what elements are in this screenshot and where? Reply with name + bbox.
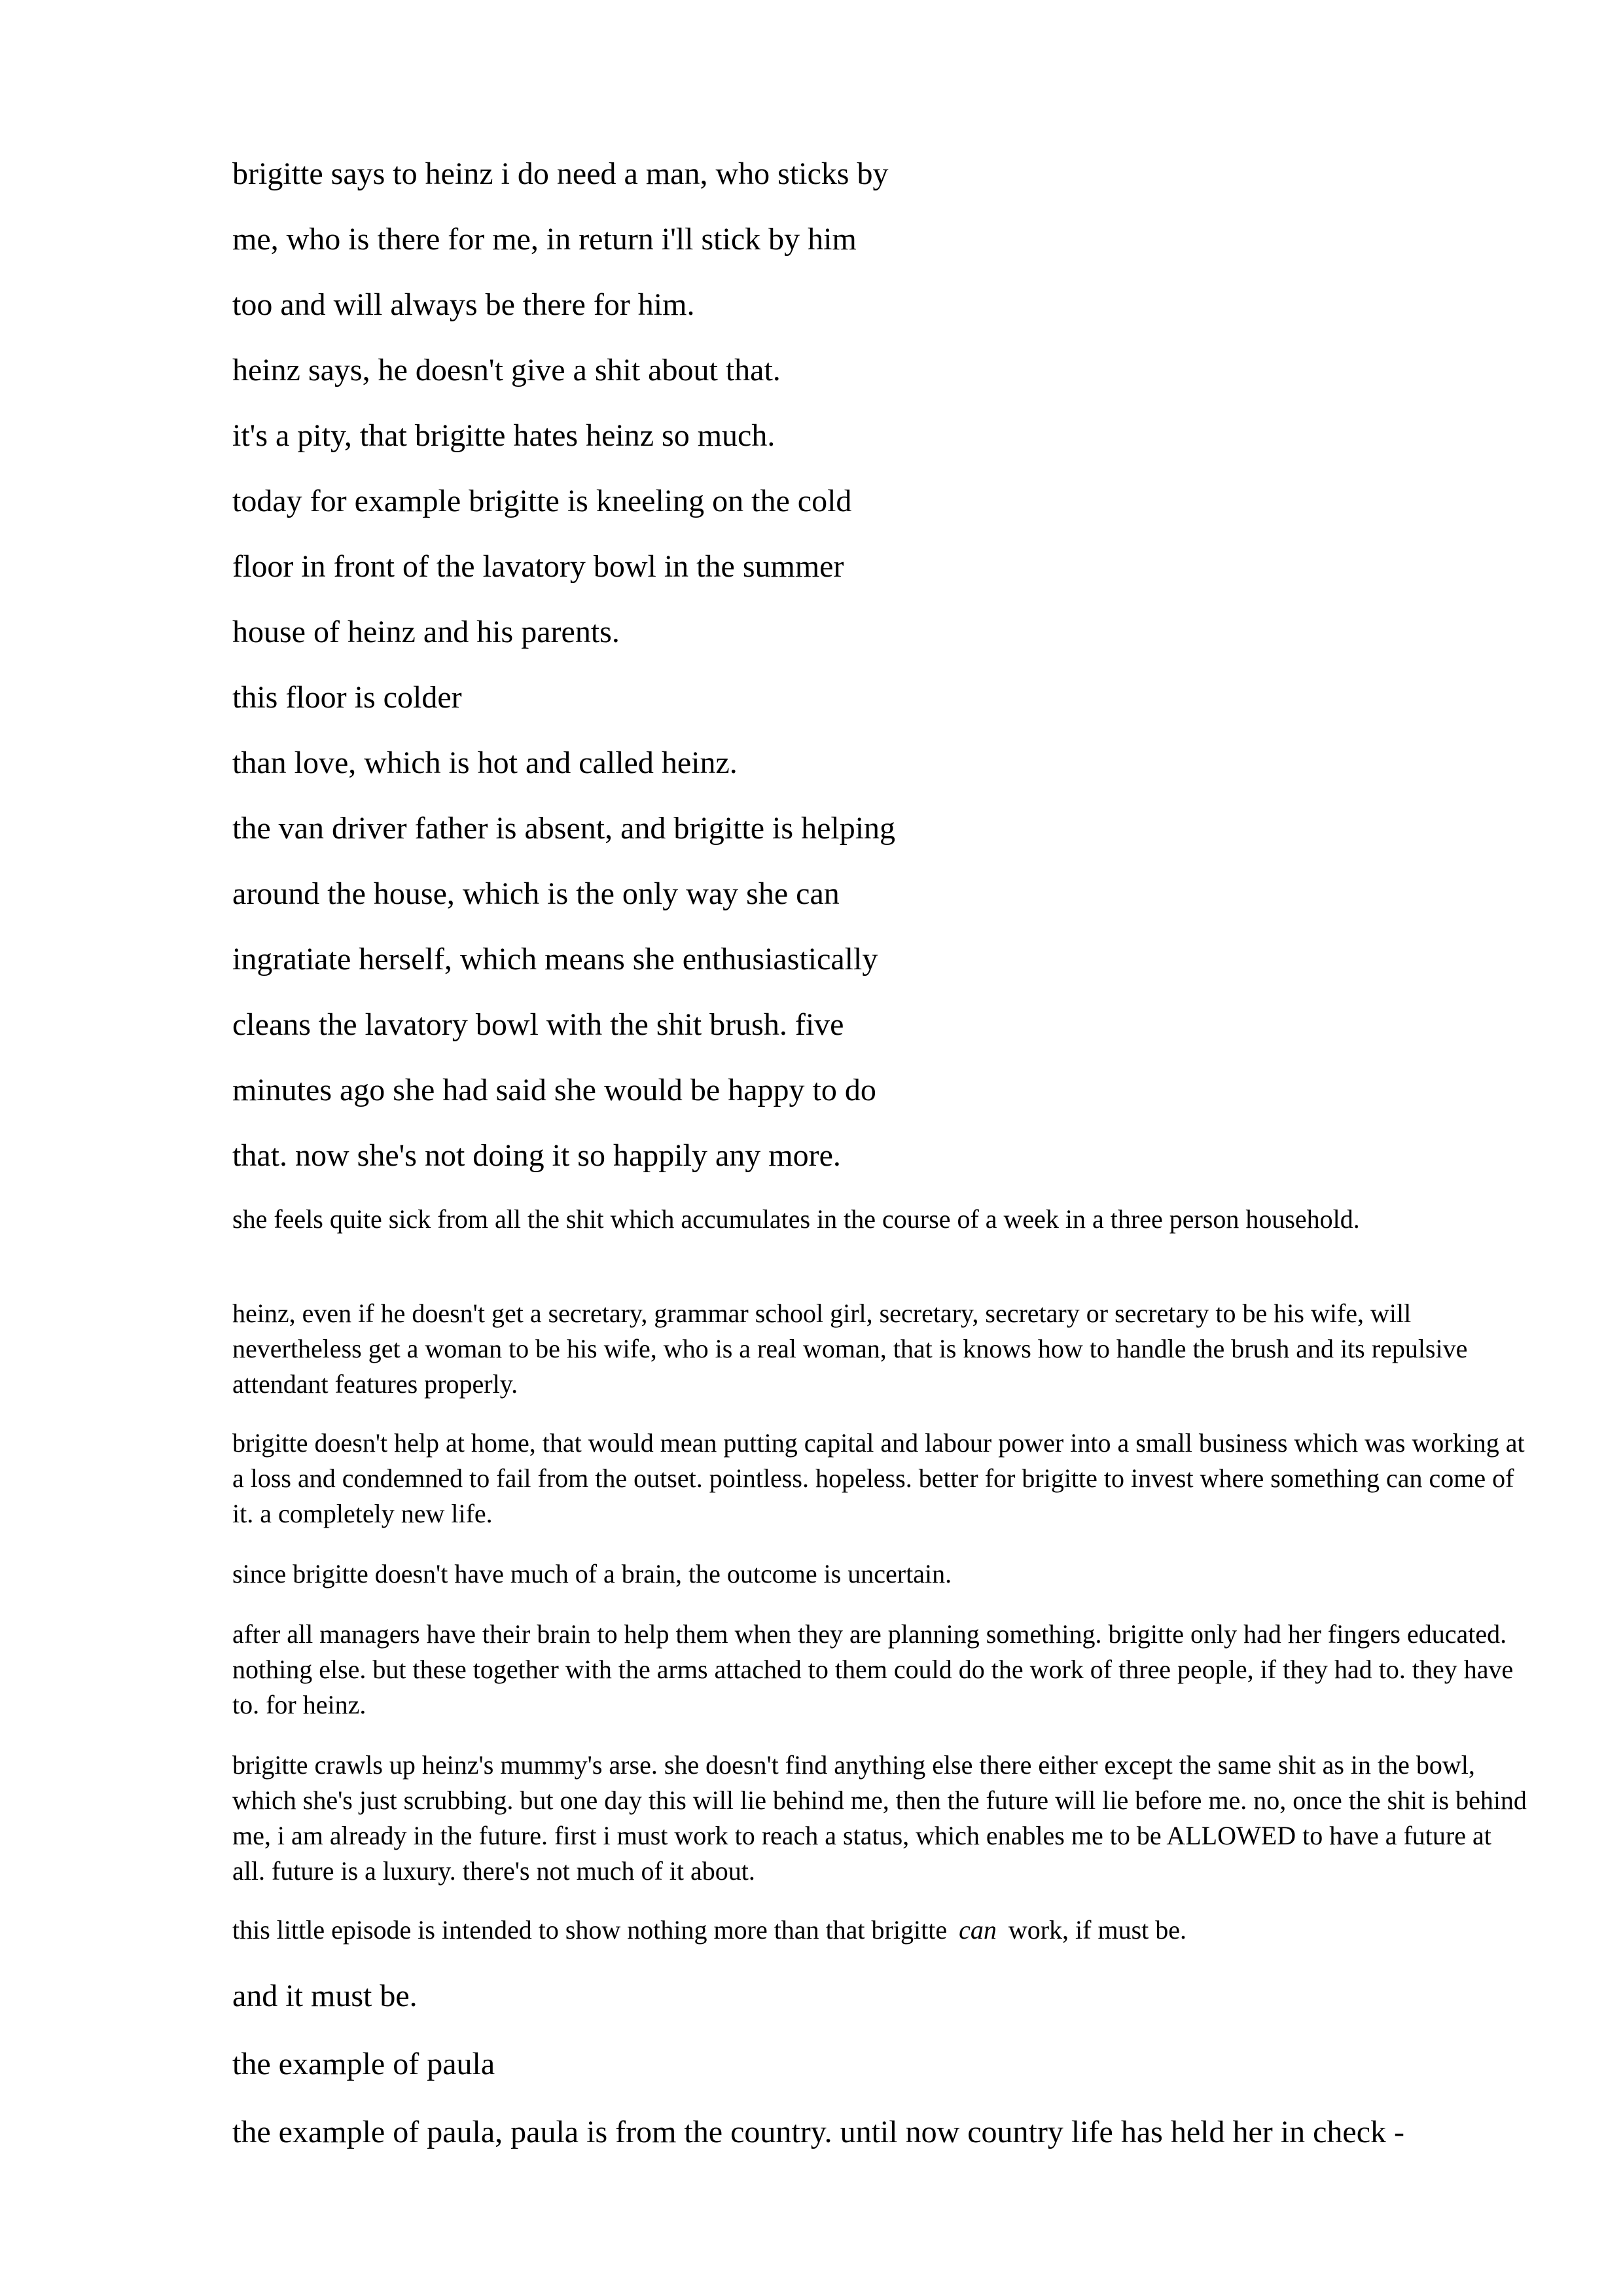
text-line-8: house of heinz and his parents. xyxy=(232,615,620,649)
text-line-2: me, who is there for me, in return i'll stick by him xyxy=(232,222,857,257)
text-line-16: that. now she's not doing it so happily any more. xyxy=(232,1138,841,1173)
text-line-10: than love, which is hot and called heinz. xyxy=(232,745,738,780)
text-line-7: floor in front of the lavatory bowl in the summer xyxy=(232,549,844,584)
paragraph-2: heinz, even if he doesn't get a secretary, grammar school girl, secretary, secretary or secretary to be his wife, will nevertheless get a woman to be his wife, who is a real woman, that is knows how to handle the brush and its repulsive attendant features properly. xyxy=(232,1299,1468,1399)
text-line-13: ingratiate herself, which means she enthusiastically xyxy=(232,942,878,977)
episode-emphasis: can xyxy=(959,1915,997,1945)
section-heading: the example of paula xyxy=(232,2047,495,2081)
paragraph-5: after all managers have their brain to help them when they are planning something. brigitte only had her fingers educated. nothing else. but these together with the arms attached to them could do the work of three people, if they had to. they have to. for heinz. xyxy=(232,1619,1514,1719)
text-line-5: it's a pity, that brigitte hates heinz so much. xyxy=(232,418,776,453)
text-line-1: brigitte says to heinz i do need a man, who sticks by xyxy=(232,156,889,191)
text-line-11: the van driver father is absent, and brigitte is helping xyxy=(232,811,896,846)
episode-text-after: work, if must be. xyxy=(1008,1915,1187,1945)
closing-line-1: and it must be. xyxy=(232,1979,418,2013)
text-line-6: today for example brigitte is kneeling on the cold xyxy=(232,484,852,518)
paragraph-1: she feels quite sick from all the shit which accumulates in the course of a week in a three person household. xyxy=(232,1204,1360,1234)
text-line-14: cleans the lavatory bowl with the shit brush. five xyxy=(232,1007,844,1042)
paragraph-6: brigitte crawls up heinz's mummy's arse. she doesn't find anything else there either except the same shit as in the bowl, which she's just scrubbing. but one day this will lie behind me, then the future will lie before me. no, once the shit is behind me, i am already in the future. first i must work to reach a status, which enables me to be ALLOWED to have a future at all. future is a luxury. there's not much of it about. xyxy=(232,1750,1527,1886)
text-line-9: this floor is colder xyxy=(232,680,462,715)
text-line-15: minutes ago she had said she would be happy to do xyxy=(232,1073,876,1107)
paragraph-3: brigitte doesn't help at home, that would mean putting capital and labour power into a small business which was working at a loss and condemned to fail from the outset. pointless. hopeless. better for brigitte to invest where something can come of it. a completely new life. xyxy=(232,1428,1525,1528)
text-line-3: too and will always be there for him. xyxy=(232,287,695,322)
episode-paragraph xyxy=(232,1912,1528,1948)
closing-line-3: the example of paula, paula is from the country. until now country life has held her in check - xyxy=(232,2115,1404,2149)
episode-text-before: this little episode is intended to show nothing more than that brigitte xyxy=(232,1915,948,1945)
text-line-4: heinz says, he doesn't give a shit about that. xyxy=(232,353,781,387)
paragraph-4: since brigitte doesn't have much of a brain, the outcome is uncertain. xyxy=(232,1559,952,1588)
text-line-12: around the house, which is the only way she can xyxy=(232,876,840,911)
